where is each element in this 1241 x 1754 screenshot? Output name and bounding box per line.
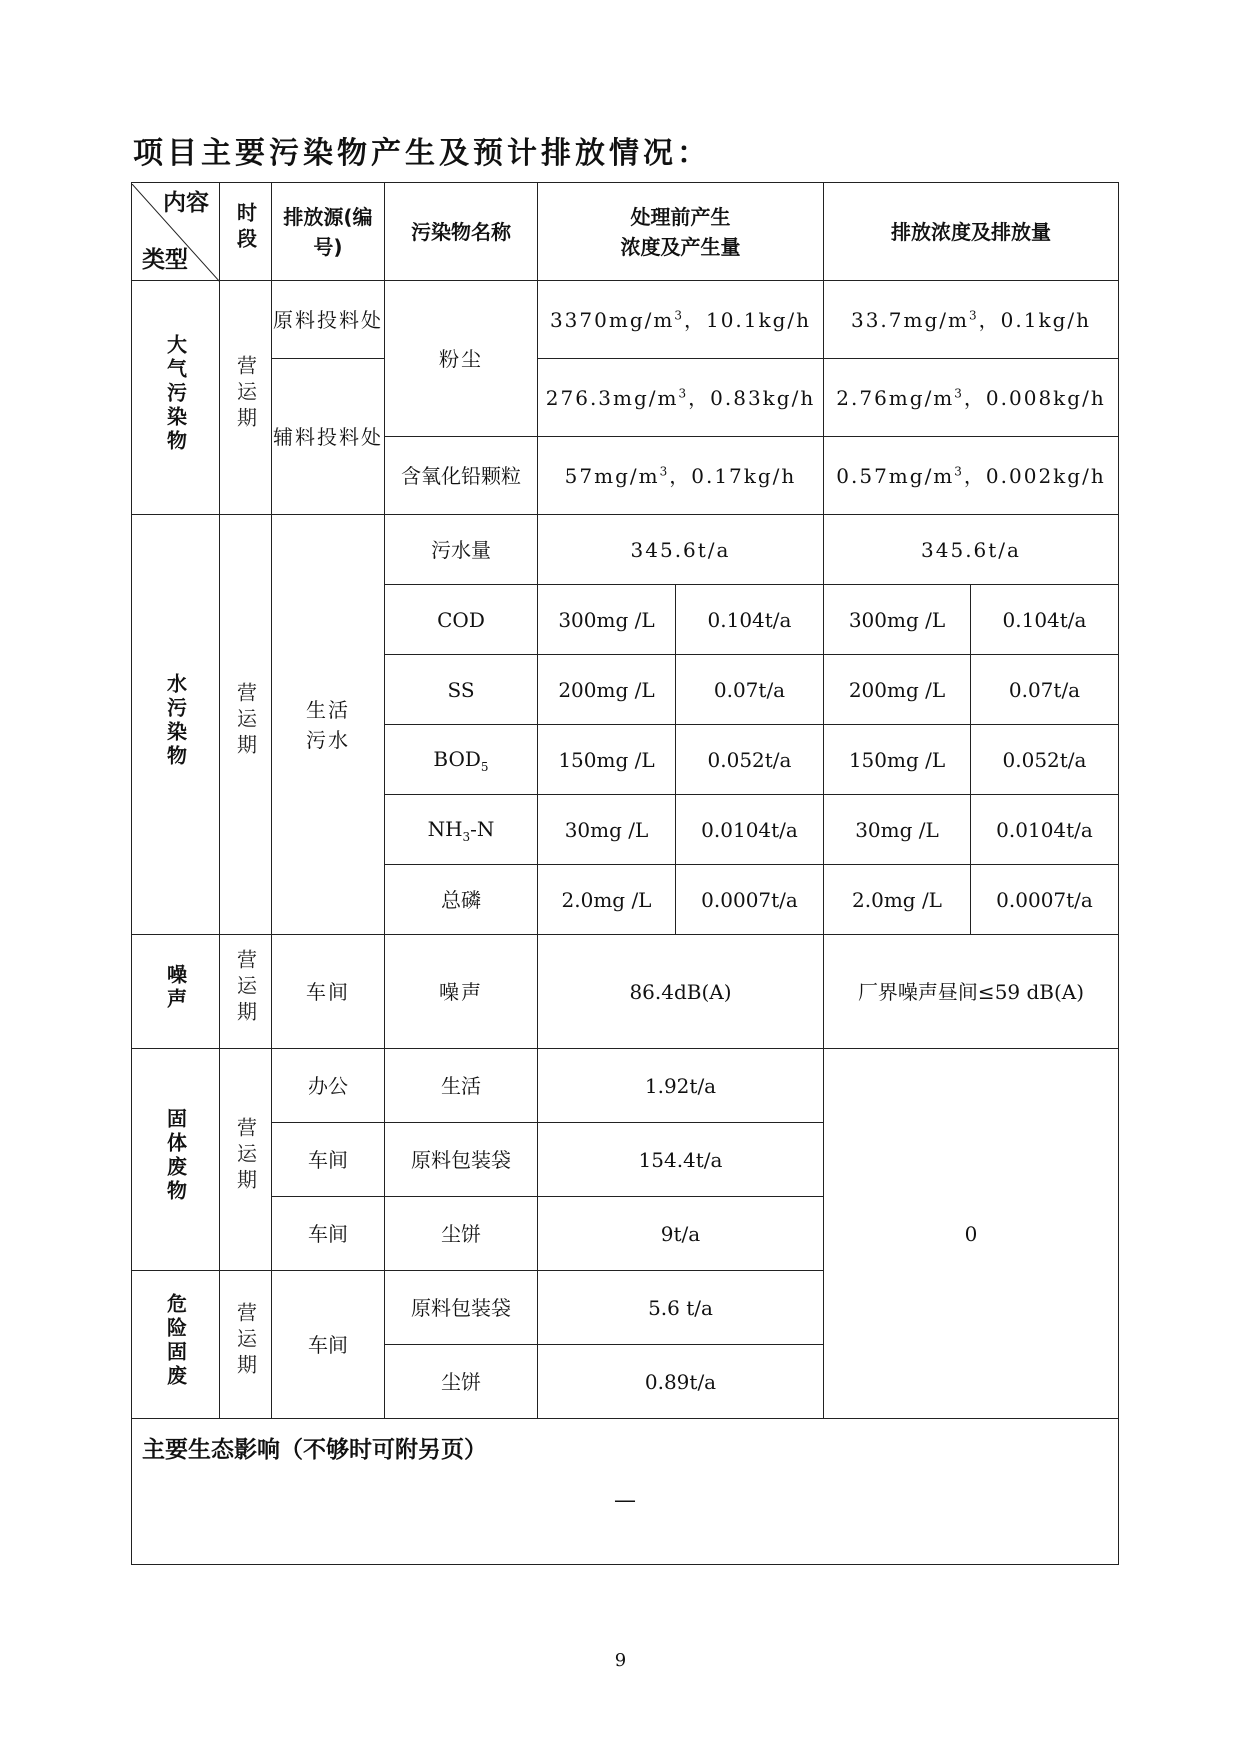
cod-after-qty: 0.104t/a [971, 585, 1119, 655]
bod5-before-conc: 150mg /L [538, 725, 676, 795]
hazard-name-dust-cake: 尘饼 [385, 1345, 538, 1419]
air-before-2: $276.3mg/m^3$，0.83kg/h [538, 359, 824, 437]
solid-name-domestic: 生活 [385, 1049, 538, 1123]
eco-impact-cell [132, 1419, 1119, 1565]
eco-impact-title: 主要生态影响（不够时可附另页） [142, 1437, 487, 1463]
category-solid-waste: 固体废物 [132, 1049, 220, 1271]
period-air: 营运期 [220, 281, 272, 515]
table-row [132, 515, 1119, 585]
hazard-before-raw-bags: 5.6 t/a [538, 1271, 824, 1345]
air-after-1: $33.7mg/m^3$，0.1kg/h [824, 281, 1119, 359]
tp-before-conc: 2.0mg /L [538, 865, 676, 935]
source-domestic-sewage: 生活污水 [272, 515, 385, 935]
hazard-name-raw-bags: 原料包装袋 [385, 1271, 538, 1345]
diagonal-header-cell [132, 183, 220, 281]
noise-after: 厂界噪声昼间≤59 dB(A) [824, 935, 1119, 1049]
solid-source-workshop-2: 车间 [272, 1197, 385, 1271]
bod5-before-qty: 0.052t/a [676, 725, 824, 795]
solid-name-dust-cake: 尘饼 [385, 1197, 538, 1271]
cod-after-conc: 300mg /L [824, 585, 971, 655]
pollutant-bod5: $BOD_5$ [385, 725, 538, 795]
category-hazardous-waste: 危险固废 [132, 1271, 220, 1419]
air-after-2: $2.76mg/m^3$，0.008kg/h [824, 359, 1119, 437]
nh3n-before-conc: 30mg /L [538, 795, 676, 865]
table-header-row [132, 183, 1119, 281]
solid-source-workshop: 车间 [272, 1123, 385, 1197]
eco-impact-content: — [614, 1487, 636, 1513]
hazard-source-workshop: 车间 [272, 1271, 385, 1419]
table-row [132, 935, 1119, 1049]
cod-before-conc: 300mg /L [538, 585, 676, 655]
ss-before-conc: 200mg /L [538, 655, 676, 725]
air-after-3: $0.57mg/m^3$，0.002kg/h [824, 437, 1119, 515]
ss-after-qty: 0.07t/a [971, 655, 1119, 725]
tp-before-qty: 0.0007t/a [676, 865, 824, 935]
pollutant-table [131, 182, 1119, 1565]
pollutant-total-phosphorus: 总磷 [385, 865, 538, 935]
bod5-after-conc: 150mg /L [824, 725, 971, 795]
period-solid-waste: 营运期 [220, 1049, 272, 1271]
pollutant-cod: COD [385, 585, 538, 655]
cod-before-qty: 0.104t/a [676, 585, 824, 655]
pollutant-ss: SS [385, 655, 538, 725]
source-aux-feed: 辅料投料处 [272, 359, 385, 515]
page-number: 9 [614, 1650, 627, 1671]
air-before-1: $3370mg/m^3$，10.1kg/h [538, 281, 824, 359]
header-period: 时段 [220, 183, 272, 281]
solid-source-office: 办公 [272, 1049, 385, 1123]
solid-hazard-after: 0 [824, 1049, 1119, 1419]
tp-after-qty: 0.0007t/a [971, 865, 1119, 935]
pollutant-water-volume: 污水量 [385, 515, 538, 585]
period-hazardous-waste: 营运期 [220, 1271, 272, 1419]
noise-before: 86.4dB(A) [538, 935, 824, 1049]
header-content-label: 内容 [163, 189, 209, 216]
category-water: 水污染物 [132, 515, 220, 935]
table-row [132, 359, 1119, 437]
table-row [132, 1049, 1119, 1123]
pollutant-dust: 粉尘 [385, 281, 538, 437]
tp-after-conc: 2.0mg /L [824, 865, 971, 935]
table-row [132, 1419, 1119, 1565]
air-before-3: $57mg/m^3$，0.17kg/h [538, 437, 824, 515]
category-air: 大气污染物 [132, 281, 220, 515]
category-noise: 噪声 [132, 935, 220, 1049]
header-type-label: 类型 [142, 247, 188, 273]
pollutant-noise: 噪声 [385, 935, 538, 1049]
bod5-after-qty: 0.052t/a [971, 725, 1119, 795]
ss-after-conc: 200mg /L [824, 655, 971, 725]
nh3n-before-qty: 0.0104t/a [676, 795, 824, 865]
water-volume-after: 345.6t/a [824, 515, 1119, 585]
source-noise-workshop: 车间 [272, 935, 385, 1049]
solid-before-domestic: 1.92t/a [538, 1049, 824, 1123]
source-raw-feed: 原料投料处 [272, 281, 385, 359]
water-volume-before: 345.6t/a [538, 515, 824, 585]
page-title: 项目主要污染物产生及预计排放情况： [133, 136, 711, 171]
header-source: 排放源(编号) [272, 183, 385, 281]
solid-before-raw-bags: 154.4t/a [538, 1123, 824, 1197]
nh3n-after-qty: 0.0104t/a [971, 795, 1119, 865]
pollutant-lead-oxide: 含氧化铅颗粒 [385, 437, 538, 515]
header-before: 处理前产生 浓度及产生量 [538, 183, 824, 281]
ss-before-qty: 0.07t/a [676, 655, 824, 725]
pollutant-nh3n: $NH_3-N$ [385, 795, 538, 865]
solid-before-dust-cake: 9t/a [538, 1197, 824, 1271]
solid-name-raw-bags: 原料包装袋 [385, 1123, 538, 1197]
period-water: 营运期 [220, 515, 272, 935]
hazard-before-dust-cake: 0.89t/a [538, 1345, 824, 1419]
period-noise: 营运期 [220, 935, 272, 1049]
header-after: 排放浓度及排放量 [824, 183, 1119, 281]
nh3n-after-conc: 30mg /L [824, 795, 971, 865]
header-pollutant: 污染物名称 [385, 183, 538, 281]
table-row [132, 281, 1119, 359]
